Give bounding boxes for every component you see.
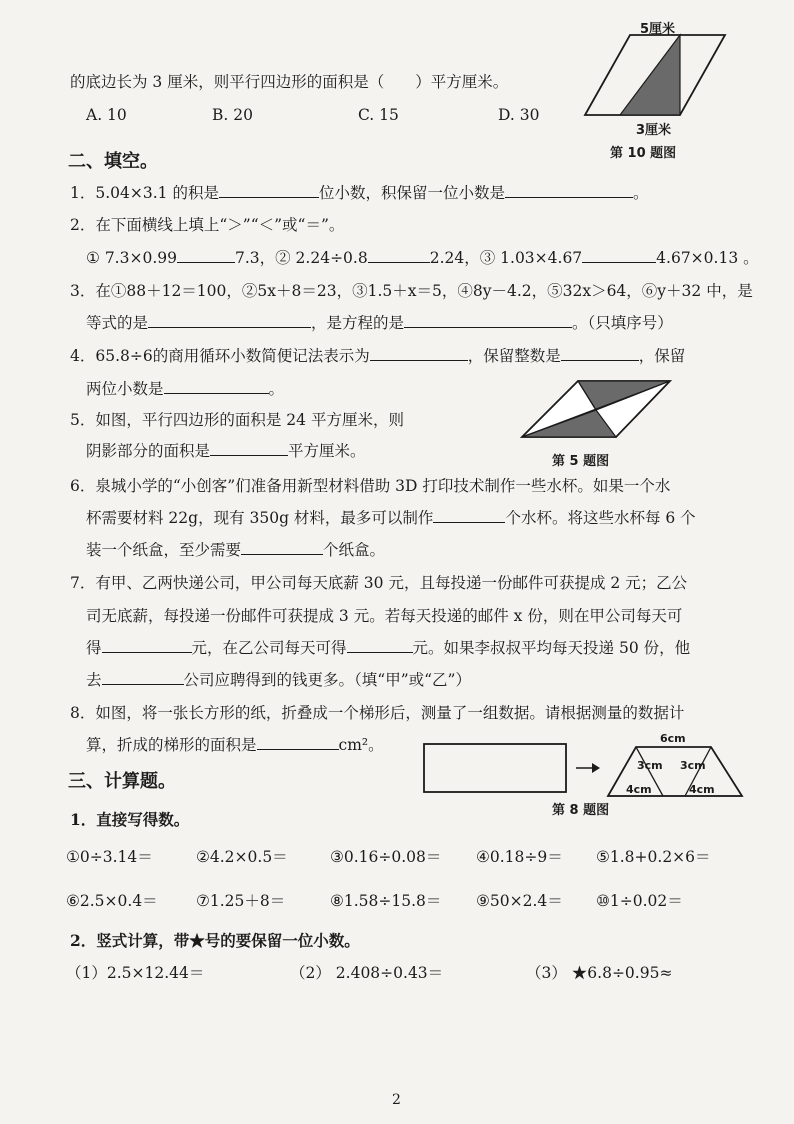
s2-q5-2a: 阴影部分的面积是 xyxy=(86,442,211,460)
s3-q1-r1-1: ①0÷3.14＝ xyxy=(66,848,153,866)
s2-q2-p1b: 7.3，② 2.24÷0.8 xyxy=(234,249,368,267)
q5-caption: 第 5 题图 xyxy=(552,454,610,469)
s3-q1-r2-4: ⑨50×2.4＝ xyxy=(476,892,563,910)
page-number: 2 xyxy=(392,1092,401,1108)
s2-q5-line1: 5．如图，平行四边形的面积是 24 平方厘米，则 xyxy=(70,411,404,429)
q8-caption: 第 8 题图 xyxy=(552,803,610,818)
s3-q1-r1-4: ④0.18÷9＝ xyxy=(476,848,563,866)
s2-q1-a: 1．5.04×3.1 的积是 xyxy=(70,184,219,202)
s2-q4-b: ，保留整数是 xyxy=(467,347,561,365)
s2-q4-e: 。 xyxy=(268,380,285,398)
s2-q6-2a: 杯需要材料 22g，现有 350g 材料，最多可以制作 xyxy=(86,509,434,527)
q8-label-right: 3cm xyxy=(680,759,706,772)
s3-q1-r1-2: ②4.2×0.5＝ xyxy=(196,848,288,866)
s2-q2-p1: ① 7.3×0.99 xyxy=(86,249,177,267)
s3-q1-r2-2: ⑦1.25＋8＝ xyxy=(196,892,286,910)
q8-label-left: 3cm xyxy=(637,759,663,772)
q10-option-a[interactable]: A. 10 xyxy=(86,106,127,124)
q8-label-top: 6cm xyxy=(660,732,686,745)
s3-q2-title: 2．竖式计算，带★号的要保留一位小数。 xyxy=(70,931,360,950)
section2-title: 二、填空。 xyxy=(68,151,158,172)
s2-q3-2b: ，是方程的是 xyxy=(311,314,405,332)
q10-caption: 第 10 题图 xyxy=(610,146,677,161)
s3-q1-r1-5: ⑤1.8+0.2×6＝ xyxy=(596,848,711,866)
s2-q8-line1: 8．如图，将一张长方形的纸，折叠成一个梯形后，测量了一组数据。请根据测量的数据计 xyxy=(70,704,685,722)
s2-q5-2b: 平方厘米。 xyxy=(288,442,366,460)
s2-q2-p3b: 4.67×0.13 。 xyxy=(656,249,759,267)
s2-q6-3b: 个纸盒。 xyxy=(323,541,386,559)
s2-q7-line2: 司无底薪，每投递一份邮件可获提成 3 元。若每天投递的邮件 x 份，则在甲公司每天可 xyxy=(86,607,683,625)
s2-q2-stem: 2．在下面横线上填上“＞”“＜”或“＝”。 xyxy=(70,216,345,234)
q10-stem-tail: 的底边长为 3 厘米，则平行四边形的面积是（ ）平方厘米。 xyxy=(70,73,509,91)
s3-q1-title: 1．直接写得数。 xyxy=(70,810,190,829)
s3-q2-item3: （3） ★6.8÷0.95≈ xyxy=(526,964,673,982)
q10-option-d[interactable]: D. 30 xyxy=(498,106,540,124)
s2-q6-2b: 个水杯。将这些水杯每 6 个 xyxy=(505,509,696,527)
q10-option-c[interactable]: C. 15 xyxy=(358,106,399,124)
s2-q6-3a: 装一个纸盒，至少需要 xyxy=(86,541,242,559)
s3-q1-r2-1: ⑥2.5×0.4＝ xyxy=(66,892,158,910)
s2-q8-2a: 算，折成的梯形的面积是 xyxy=(86,736,257,754)
s2-q1-c: 。 xyxy=(632,184,649,202)
s2-q7-line1: 7．有甲、乙两快递公司，甲公司每天底薪 30 元，且每投递一份邮件可获提成 2 元；乙公 xyxy=(70,574,688,592)
q8-label-bl: 4cm xyxy=(626,783,652,796)
s2-q3-2c: 。（只填序号） xyxy=(572,314,673,332)
s2-q3-line1: 3．在①88＋12＝100，②5x＋8＝23，③1.5＋x＝5，④8y－4.2，⑤32x＞64，⑥y＋32 中，是 xyxy=(70,282,753,300)
s2-q2-p2b: 2.24，③ 1.03×4.67 xyxy=(429,249,583,267)
s2-q4-d: 两位小数是 xyxy=(86,380,164,398)
s2-q3-2a: 等式的是 xyxy=(86,314,149,332)
s3-q1-r1-3: ③0.16÷0.08＝ xyxy=(330,848,442,866)
s2-q1-b: 位小数，积保留一位小数是 xyxy=(318,184,505,202)
s3-q2-item1: （1）2.5×12.44＝ xyxy=(66,964,205,982)
section3-title: 三、计算题。 xyxy=(68,771,176,792)
s2-q4-a: 4．65.8÷6的商用循环小数简便记法表示为 xyxy=(70,347,370,365)
s2-q7-4a: 去 xyxy=(86,671,102,689)
s3-q1-r2-5: ⑩1÷0.02＝ xyxy=(596,892,683,910)
s2-q4-c: ，保留 xyxy=(638,347,686,365)
s3-q2-item2: （2） 2.408÷0.43＝ xyxy=(290,964,444,982)
q8-label-br: 4cm xyxy=(689,783,715,796)
s2-q6-line1: 6．泉城小学的“小创客”们准备用新型材料借助 3D 打印技术制作一些水杯。如果一个水 xyxy=(70,477,671,495)
s2-q7-3a: 得 xyxy=(86,639,102,657)
q10-top-label: 5厘米 xyxy=(640,22,676,37)
q10-bottom-label: 3厘米 xyxy=(636,123,672,138)
s2-q8-2b: cm²。 xyxy=(338,736,384,754)
q10-option-b[interactable]: B. 20 xyxy=(212,106,253,124)
s2-q7-3c: 元。如果李叔叔平均每天投递 50 份，他 xyxy=(412,639,691,657)
s2-q7-4b: 公司应聘得到的钱更多。（填“甲”或“乙”） xyxy=(183,671,471,689)
s2-q7-3b: 元，在乙公司每天可得 xyxy=(191,639,347,657)
s3-q1-r2-3: ⑧1.58÷15.8＝ xyxy=(330,892,442,910)
